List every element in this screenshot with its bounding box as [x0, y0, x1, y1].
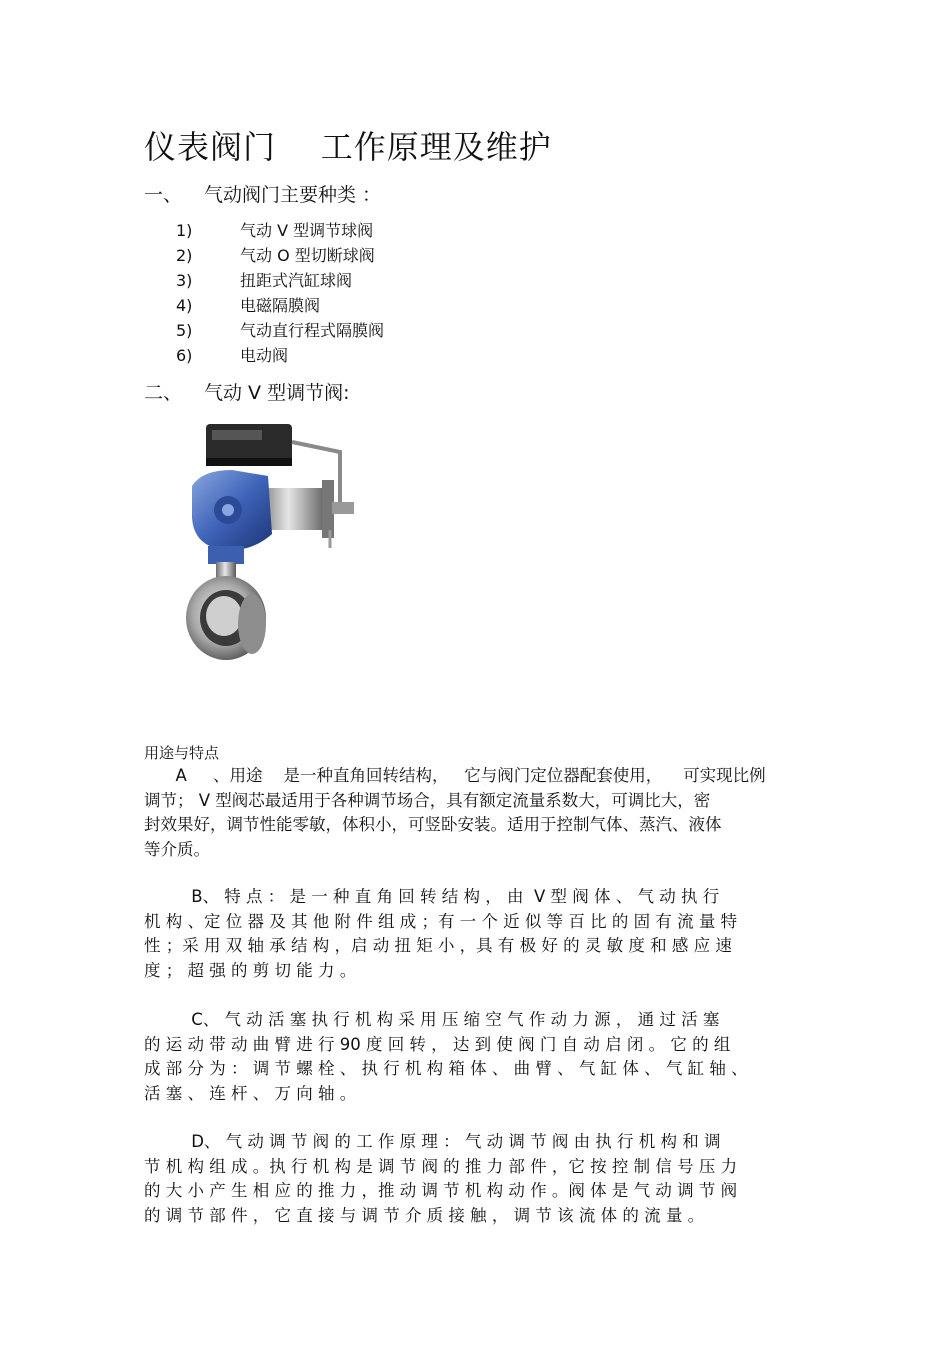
paragraph-line: 活 塞 、 连 杆 、 万 向 轴 。: [144, 1083, 357, 1103]
list-item-text: 气动直行程式隔膜阀: [240, 321, 385, 340]
list-item-text: 气动 V 型调节球阀: [240, 221, 374, 240]
paragraph-line: 成 部 分 为 ： 调 节 螺 栓 、 执 行 机 构 箱 体 、 曲 臂 、 气 缸 体 、 气 缸 轴 、: [144, 1059, 748, 1078]
list-item: [176, 243, 384, 268]
list-item: [176, 268, 384, 293]
paragraph-b: [144, 885, 804, 983]
v-type-valve-image: [172, 418, 362, 663]
paragraph-line: 调节； V 型阀芯最适用于各种调节场合，具有额定流量系数大，可调比大，密: [144, 790, 711, 810]
paragraph-line: 度 ； 超 强 的 剪 切 能 力 。: [144, 960, 357, 980]
section-1-number: 一、: [144, 184, 183, 206]
list-item-text: 电动阀: [240, 346, 289, 365]
list-item: [176, 343, 384, 368]
list-item: [176, 293, 384, 318]
paragraph-line: 节 机 构 组 成 。执 行 机 构 是 调 节 阀 的 推 力 部 件 ，它 按 控 制 信 号 压 力: [144, 1156, 738, 1176]
list-item-text: 扭距式汽缸球阀: [240, 271, 353, 290]
paragraph-a: [144, 764, 804, 862]
section-2-number: 二、: [144, 382, 183, 404]
paragraph-line: 等介质。: [144, 839, 210, 859]
document-title: 仪表阀门 工作原理及维护: [144, 128, 552, 166]
paragraph-line: 机 构 、定 位 器 及 其 他 附 件 组 成 ；有 一 个 近 似 等 百 比 的 固 有 流 量 特: [144, 911, 738, 931]
paragraph-c: [144, 1008, 804, 1106]
list-item-number: 5): [176, 321, 193, 340]
section-2-title: 气动 V 型调节阀:: [204, 382, 350, 404]
paragraph-line: 的 调 节 部 件 ， 它 直 接 与 调 节 介 质 接 触 ， 调 节 该 流 体 的 流 量 。: [144, 1205, 705, 1225]
paragraph-d: [144, 1130, 804, 1228]
paragraph-line: B、 特 点 ： 是 一 种 直 角 回 转 结 构 ， 由 V 型 阀 体 、 气 动 执 行: [144, 887, 720, 906]
paragraph-line: D、 气 动 调 节 阀 的 工 作 原 理 ： 气 动 调 节 阀 由 执 行 机 构 和 调: [144, 1132, 721, 1151]
paragraph-line: 的 运 动 带 动 曲 臂 进 行 90 度 回 转 ， 达 到 使 阀 门 自 动 启 闭 。 它 的 组: [144, 1034, 731, 1054]
section-2-heading: [144, 378, 349, 405]
list-item-text: 电磁隔膜阀: [240, 296, 321, 315]
list-item-number: 3): [176, 271, 193, 290]
list-item: [176, 318, 384, 343]
list-item-number: 6): [176, 346, 193, 365]
list-item: [176, 218, 384, 243]
section-1-heading: [144, 180, 381, 207]
list-item-number: 1): [176, 221, 193, 240]
paragraph-line: 性 ；采 用 双 轴 承 结 构 ，启 动 扭 矩 小 ，具 有 极 好 的 灵 敏 度 和 感 应 速: [144, 936, 732, 955]
paragraph-line: A 、用途 是一种直角回转结构， 它与阀门定位器配套使用， 可实现比例: [144, 766, 766, 785]
section-1-title: 气动阀门主要种类 ：: [204, 184, 382, 206]
usage-features-caption: 用途与特点: [144, 744, 220, 762]
valve-types-list: [176, 218, 384, 368]
list-item-text: 气动 O 型切断球阀: [240, 246, 375, 265]
paragraph-line: 的 大 小 产 生 相 应 的 推 力 ，推 动 调 节 机 构 动 作 。阀 体 是 气 动 调 节 阀: [144, 1181, 738, 1200]
list-item-number: 2): [176, 246, 193, 265]
paragraph-line: 封效果好，调节性能零敏，体积小，可竖卧安装。适用于控制气体、蒸汽、液体: [144, 815, 722, 834]
list-item-number: 4): [176, 296, 193, 315]
paragraph-line: C、 气 动 活 塞 执 行 机 构 采 用 压 缩 空 气 作 动 力 源 ， 通 过 活 塞: [144, 1010, 720, 1029]
